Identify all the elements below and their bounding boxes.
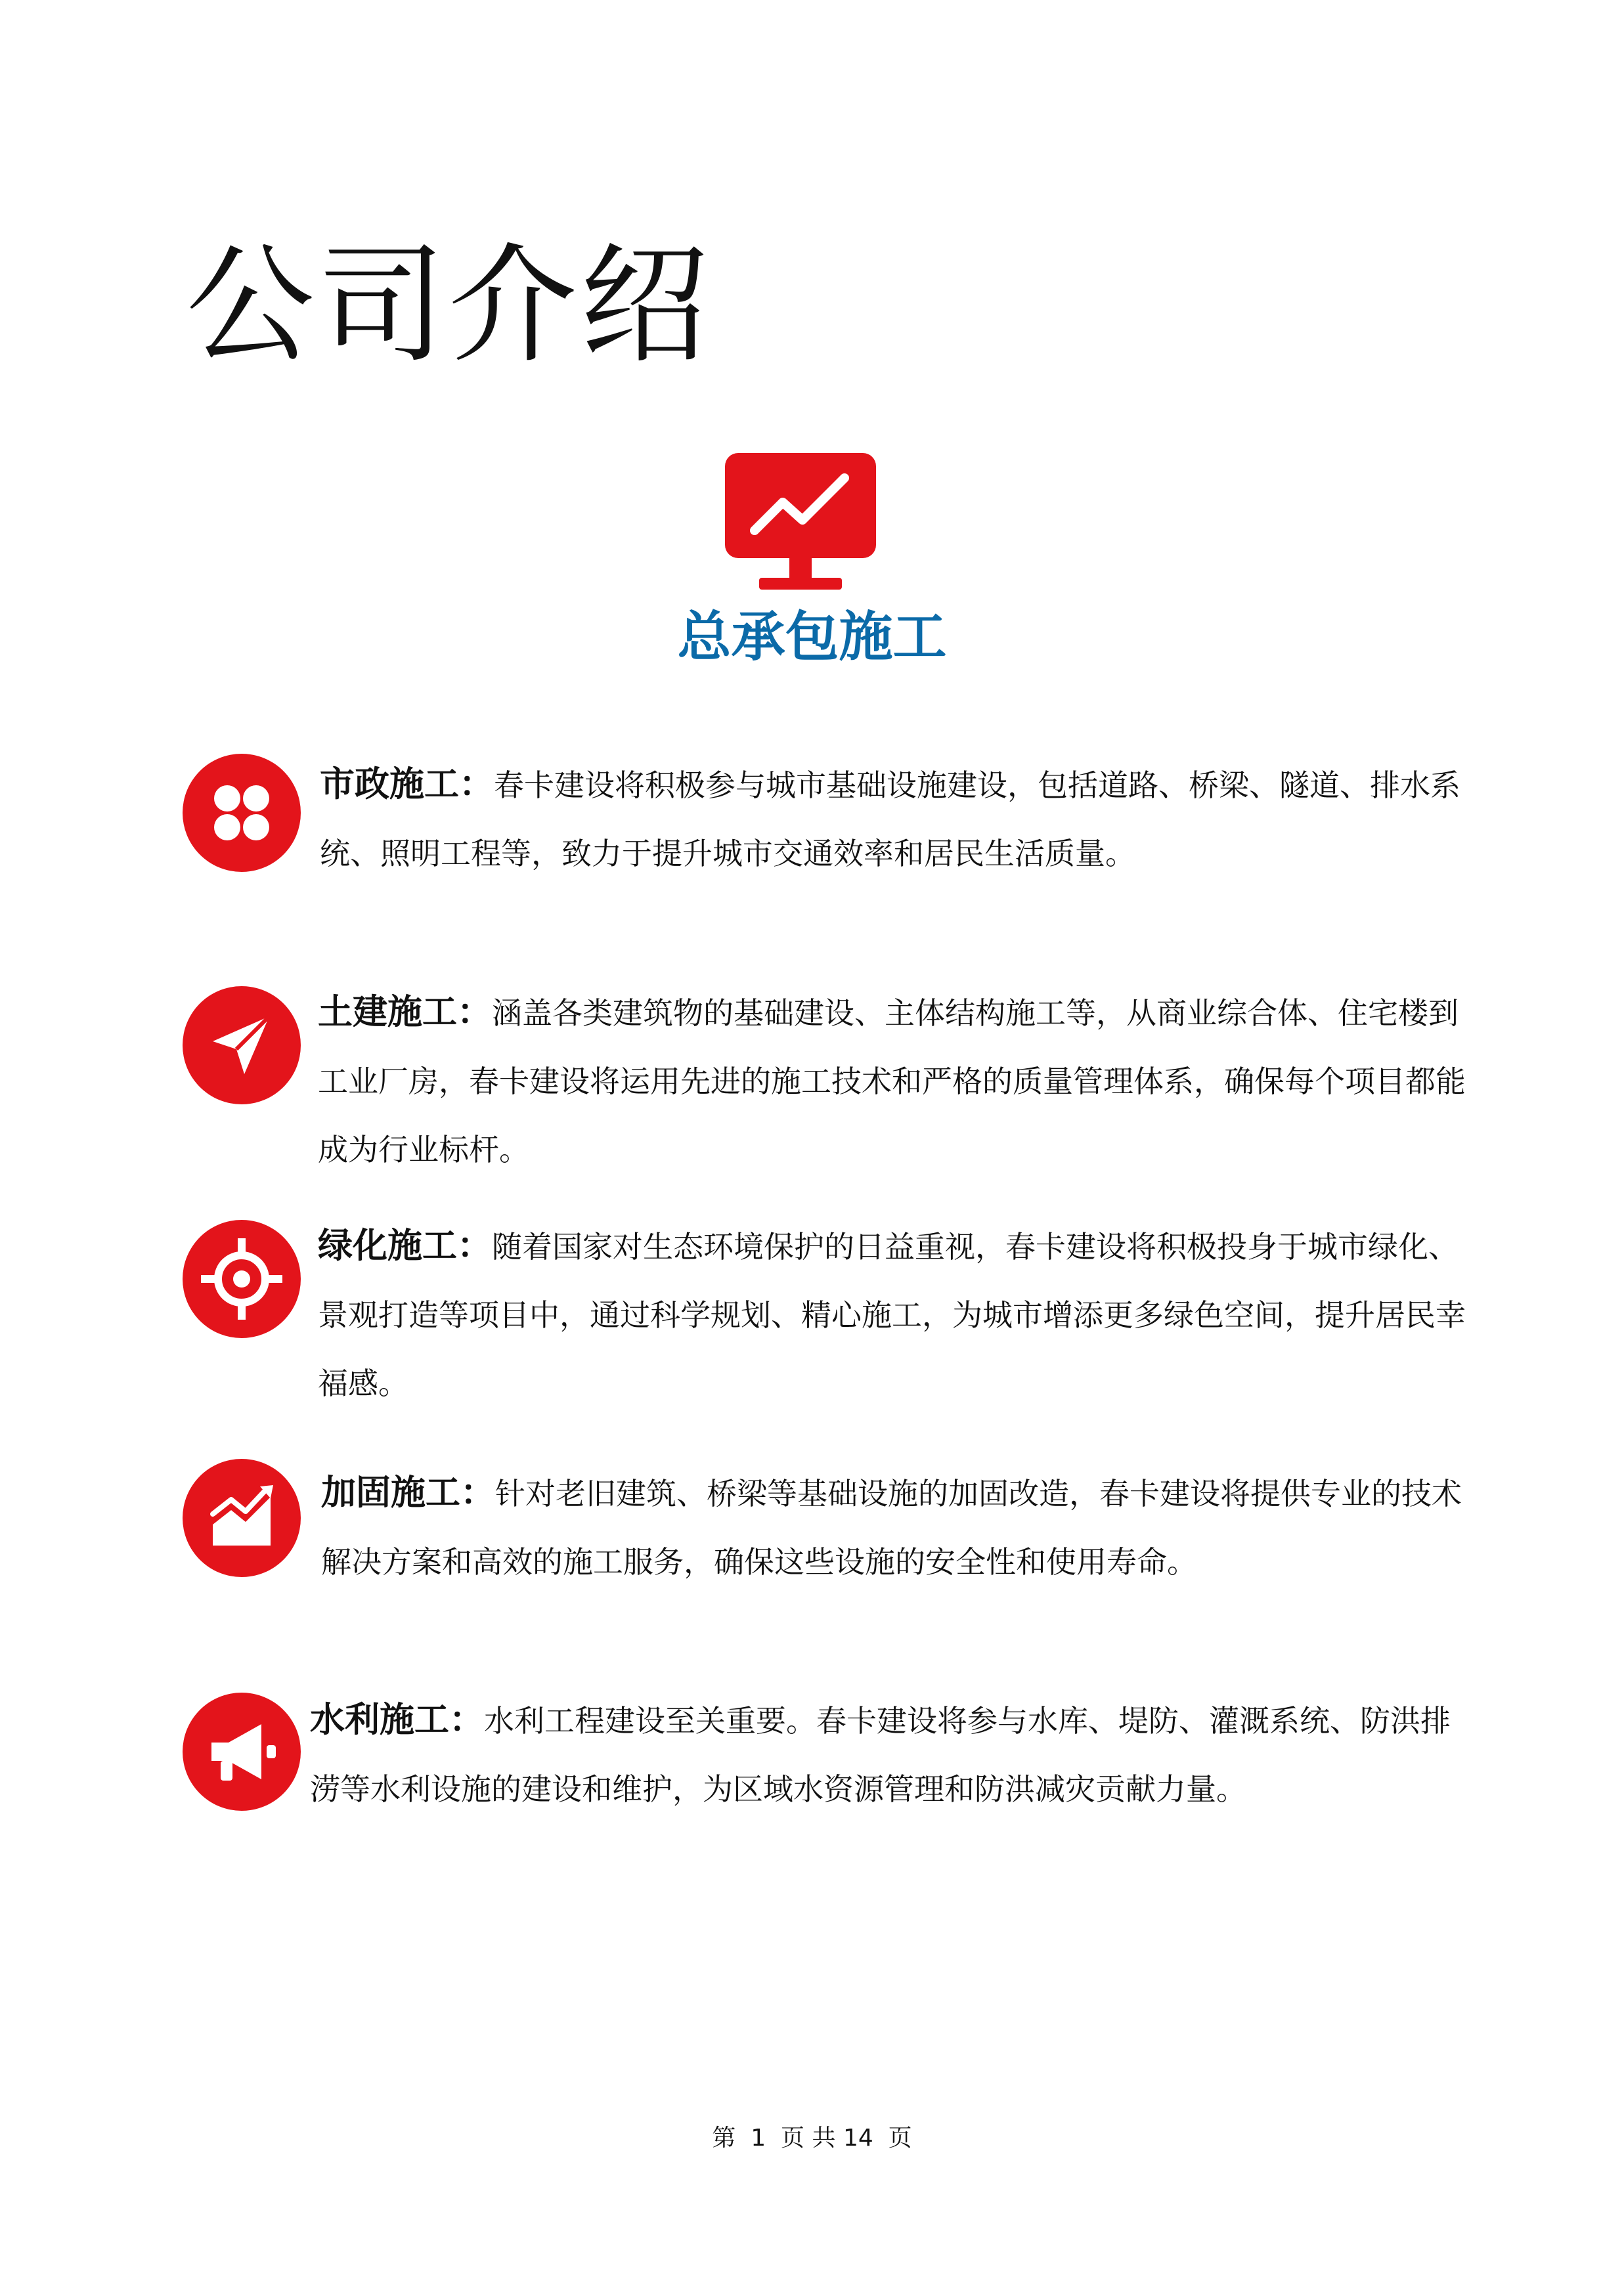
item-body: 春卡建设将积极参与城市基础设施建设，包括道路、桥梁、隧道、排水系统、照明工程等，致力于提升城市交通效率和居民生活质量。 [320, 768, 1460, 871]
page-title: 公司介绍 [186, 231, 712, 381]
item-title: 市政施工： [320, 764, 494, 804]
page-number-current: 1 [751, 2125, 766, 2152]
item-title: 土建施工： [318, 992, 492, 1032]
item-text [318, 1212, 1480, 1418]
growth-chart-icon [183, 1459, 301, 1577]
item-text [310, 1686, 1472, 1823]
item-title: 加固施工： [321, 1473, 495, 1513]
item-body: 涵盖各类建筑物的基础建设、主体结构施工等，从商业综合体、住宅楼到工业厂房，春卡建设将运用先进的施工技术和严格的质量管理体系，确保每个项目都能成为行业标杆。 [318, 995, 1466, 1167]
page-number-prefix: 第 [712, 2125, 736, 2152]
item-text [321, 1459, 1483, 1596]
page-number-total: 14 [843, 2125, 873, 2152]
item-text [318, 978, 1480, 1184]
item-title: 水利施工： [310, 1700, 484, 1740]
item-text [320, 750, 1482, 888]
item-body: 随着国家对生态环境保护的日益重视，春卡建设将积极投身于城市绿化、景观打造等项目中，通过科学规划、精心施工，为城市增添更多绿色空间，提升居民幸福感。 [318, 1229, 1466, 1401]
megaphone-icon [183, 1693, 301, 1811]
item-title: 绿化施工： [318, 1226, 492, 1266]
page-number [0, 2119, 1624, 2153]
item-body: 水利工程建设至关重要。春卡建设将参与水库、堤防、灌溉系统、防洪排涝等水利设施的建设和维护，为区域水资源管理和防洪减灾贡献力量。 [310, 1703, 1451, 1807]
page-number-suffix: 页 [888, 2125, 912, 2152]
page-number-middle: 页 共 [781, 2125, 836, 2152]
paper-plane-icon [183, 986, 301, 1104]
section-heading: 总承包施工 [677, 606, 947, 668]
item-body: 针对老旧建筑、桥梁等基础设施的加固改造，春卡建设将提供专业的技术解决方案和高效的施工服务，确保这些设施的安全性和使用寿命。 [321, 1476, 1462, 1580]
monitor-chart-icon [725, 453, 876, 594]
target-icon [183, 1220, 301, 1338]
clover-icon [183, 754, 301, 872]
